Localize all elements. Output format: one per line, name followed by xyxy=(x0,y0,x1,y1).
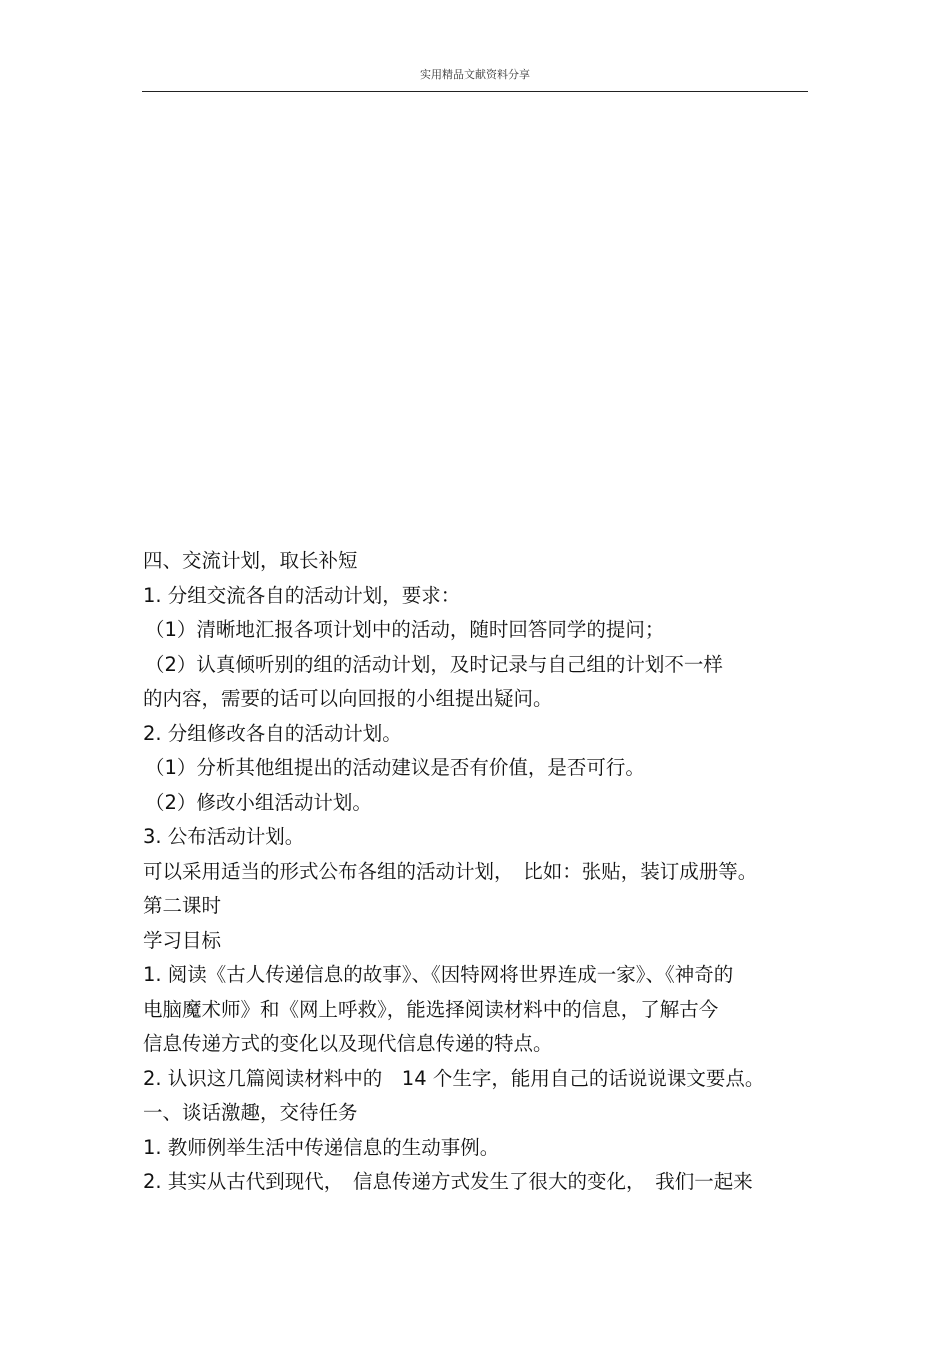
paragraph-line: 1. 教师例举生活中传递信息的生动事例。 xyxy=(143,1135,500,1159)
paragraph-line: 2. 其实从古代到现代， 信息传递方式发生了很大的变化， 我们一起来 xyxy=(143,1170,753,1193)
paragraph-line: 2. 认识这几篇阅读材料中的 14 个生字，能用自己的话说说课文要点。 xyxy=(143,1066,765,1090)
page-header: 实用精品文献资料分享 xyxy=(420,68,530,81)
paragraph-line: 的内容，需要的话可以向回报的小组提出疑问。 xyxy=(143,687,553,710)
paragraph-line: （1）分析其他组提出的活动建议是否有价值，是否可行。 xyxy=(145,756,645,779)
paragraph-line: 1. 分组交流各自的活动计划，要求： xyxy=(143,583,461,607)
section-heading: 学习目标 xyxy=(143,928,222,952)
paragraph-line: （2）认真倾听别的组的活动计划，及时记录与自己组的计划不一样 xyxy=(145,652,723,676)
header-divider xyxy=(142,91,808,92)
section-heading: 四、交流计划，取长补短 xyxy=(143,549,358,572)
paragraph-line: 电脑魔术师》和《网上呼救》，能选择阅读材料中的信息，了解古今 xyxy=(143,997,719,1021)
document-body xyxy=(143,544,815,1200)
paragraph-line: 信息传递方式的变化以及现代信息传递的特点。 xyxy=(143,1032,553,1055)
section-heading: 第二课时 xyxy=(143,894,222,917)
paragraph-line: 可以采用适当的形式公布各组的活动计划， 比如：张贴，装订成册等。 xyxy=(143,859,758,883)
section-heading: 一、谈话激趣，交待任务 xyxy=(143,1101,358,1124)
paragraph-line: （1）清晰地汇报各项计划中的活动，随时回答同学的提问； xyxy=(145,618,665,641)
paragraph-line: 3. 公布活动计划。 xyxy=(143,825,305,848)
paragraph-line: 2. 分组修改各自的活动计划。 xyxy=(143,721,402,745)
paragraph-line: （2）修改小组活动计划。 xyxy=(145,790,372,814)
paragraph-line: 1. 阅读《古人传递信息的故事》、《因特网将世界连成一家》、《神奇的 xyxy=(143,963,734,986)
